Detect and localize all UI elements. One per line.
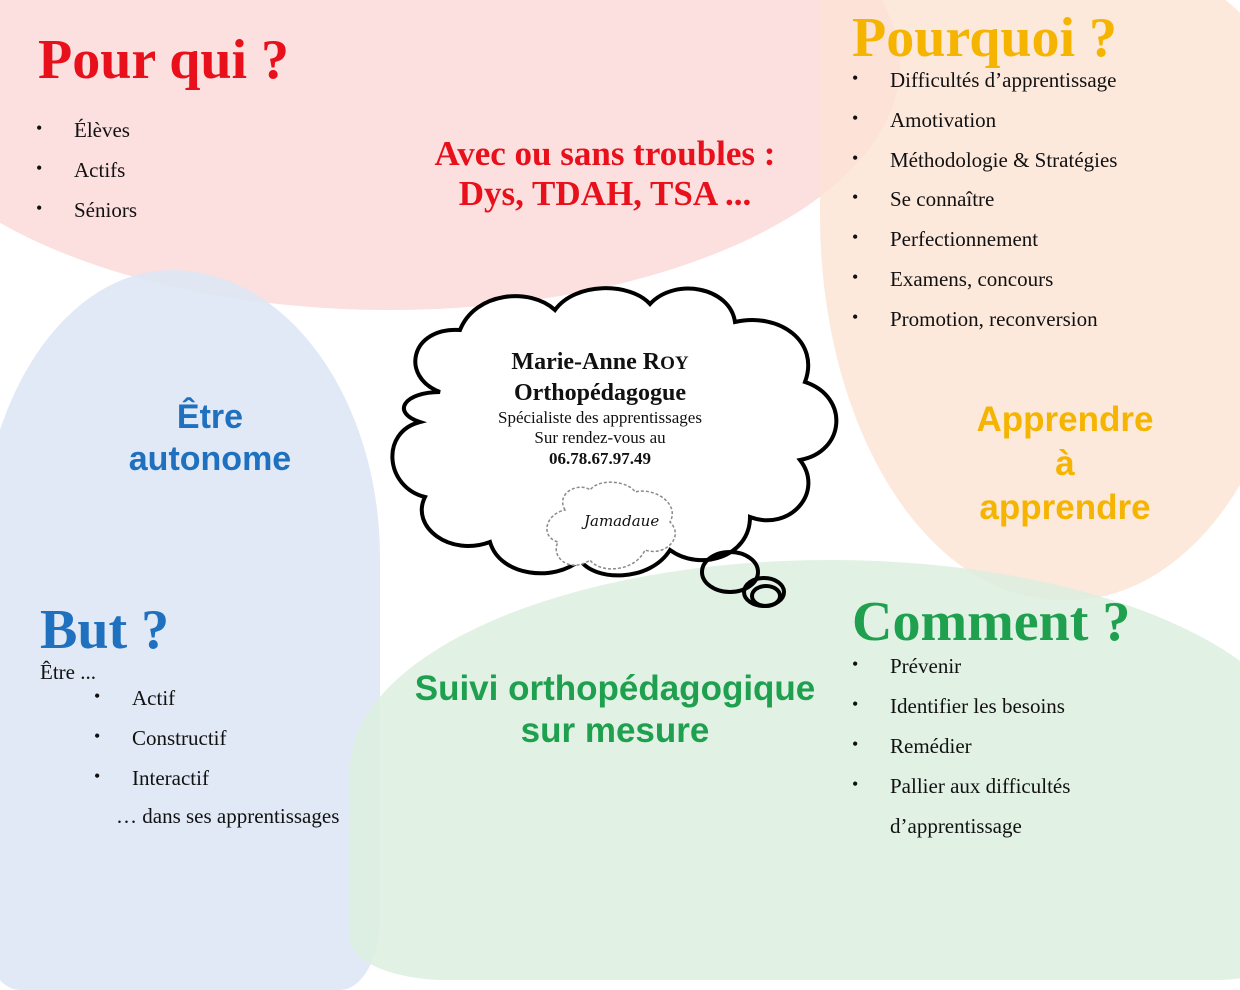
list-item: • Actif xyxy=(132,686,227,726)
etre-autonome-text xyxy=(90,396,330,480)
list-item: • Prévenir xyxy=(890,654,1070,694)
list-item: • Se connaître xyxy=(890,187,1117,227)
list-item: • Séniors xyxy=(74,198,137,238)
cloud-content xyxy=(440,348,760,470)
comment-title: Comment ? xyxy=(852,591,1131,653)
list-item: • Interactif xyxy=(132,766,227,806)
list-item: • Pallier aux difficultés xyxy=(890,774,1070,814)
name-last: OY xyxy=(660,353,689,374)
list-item: • Identifier les besoins xyxy=(890,694,1070,734)
suivi-line-1: Suivi orthopédagogique xyxy=(414,669,816,708)
list-item: • Méthodologie & Stratégies xyxy=(890,148,1117,188)
practitioner-title: Orthopédagogue xyxy=(513,380,686,406)
pour-qui-list xyxy=(74,118,137,238)
list-item: • Actifs xyxy=(74,158,137,198)
troubles-line-2: Dys, TDAH, TSA ... xyxy=(458,174,752,213)
name-first: Marie-Anne R xyxy=(511,349,661,375)
but-intro: Être ... xyxy=(40,660,96,684)
apprendre-line-2: à xyxy=(1055,444,1075,483)
list-item: • Promotion, reconversion xyxy=(890,307,1117,347)
apprendre-line-3: apprendre xyxy=(979,488,1151,527)
list-item-continuation: d’apprentissage xyxy=(890,814,1022,838)
but-outro: … dans ses apprentissages xyxy=(116,804,340,828)
list-item: • Difficultés d’apprentissage xyxy=(890,68,1117,108)
list-item: • Élèves xyxy=(74,118,137,158)
pour-qui-title: Pour qui ? xyxy=(38,29,290,91)
suivi-text xyxy=(380,668,850,752)
list-item: • Examens, concours xyxy=(890,267,1117,307)
troubles-text xyxy=(380,134,830,214)
specialite-text: Spécialiste des apprentissages xyxy=(498,408,702,427)
practitioner-name xyxy=(440,348,760,378)
list-item: • Amotivation xyxy=(890,108,1117,148)
apprendre-text xyxy=(940,398,1190,530)
but-list xyxy=(132,686,227,806)
list-item: • Constructif xyxy=(132,726,227,766)
troubles-line-1: Avec ou sans troubles : xyxy=(434,134,776,173)
signature-text: Jamadaue xyxy=(584,512,660,530)
pourquoi-list xyxy=(890,68,1117,347)
etre-autonome-line-1: Être xyxy=(176,398,244,436)
pourquoi-title: Pourquoi ? xyxy=(852,7,1118,69)
etre-autonome-line-2: autonome xyxy=(128,440,292,478)
rdv-text: Sur rendez-vous au xyxy=(534,428,666,447)
phone-number: 06.78.67.97.49 xyxy=(549,449,651,468)
but-title: But ? xyxy=(40,599,170,661)
apprendre-line-1: Apprendre xyxy=(976,400,1154,439)
list-item: • Remédier xyxy=(890,734,1070,774)
suivi-line-2: sur mesure xyxy=(520,711,710,750)
list-item: • Perfectionnement xyxy=(890,227,1117,267)
comment-list xyxy=(890,654,1070,854)
